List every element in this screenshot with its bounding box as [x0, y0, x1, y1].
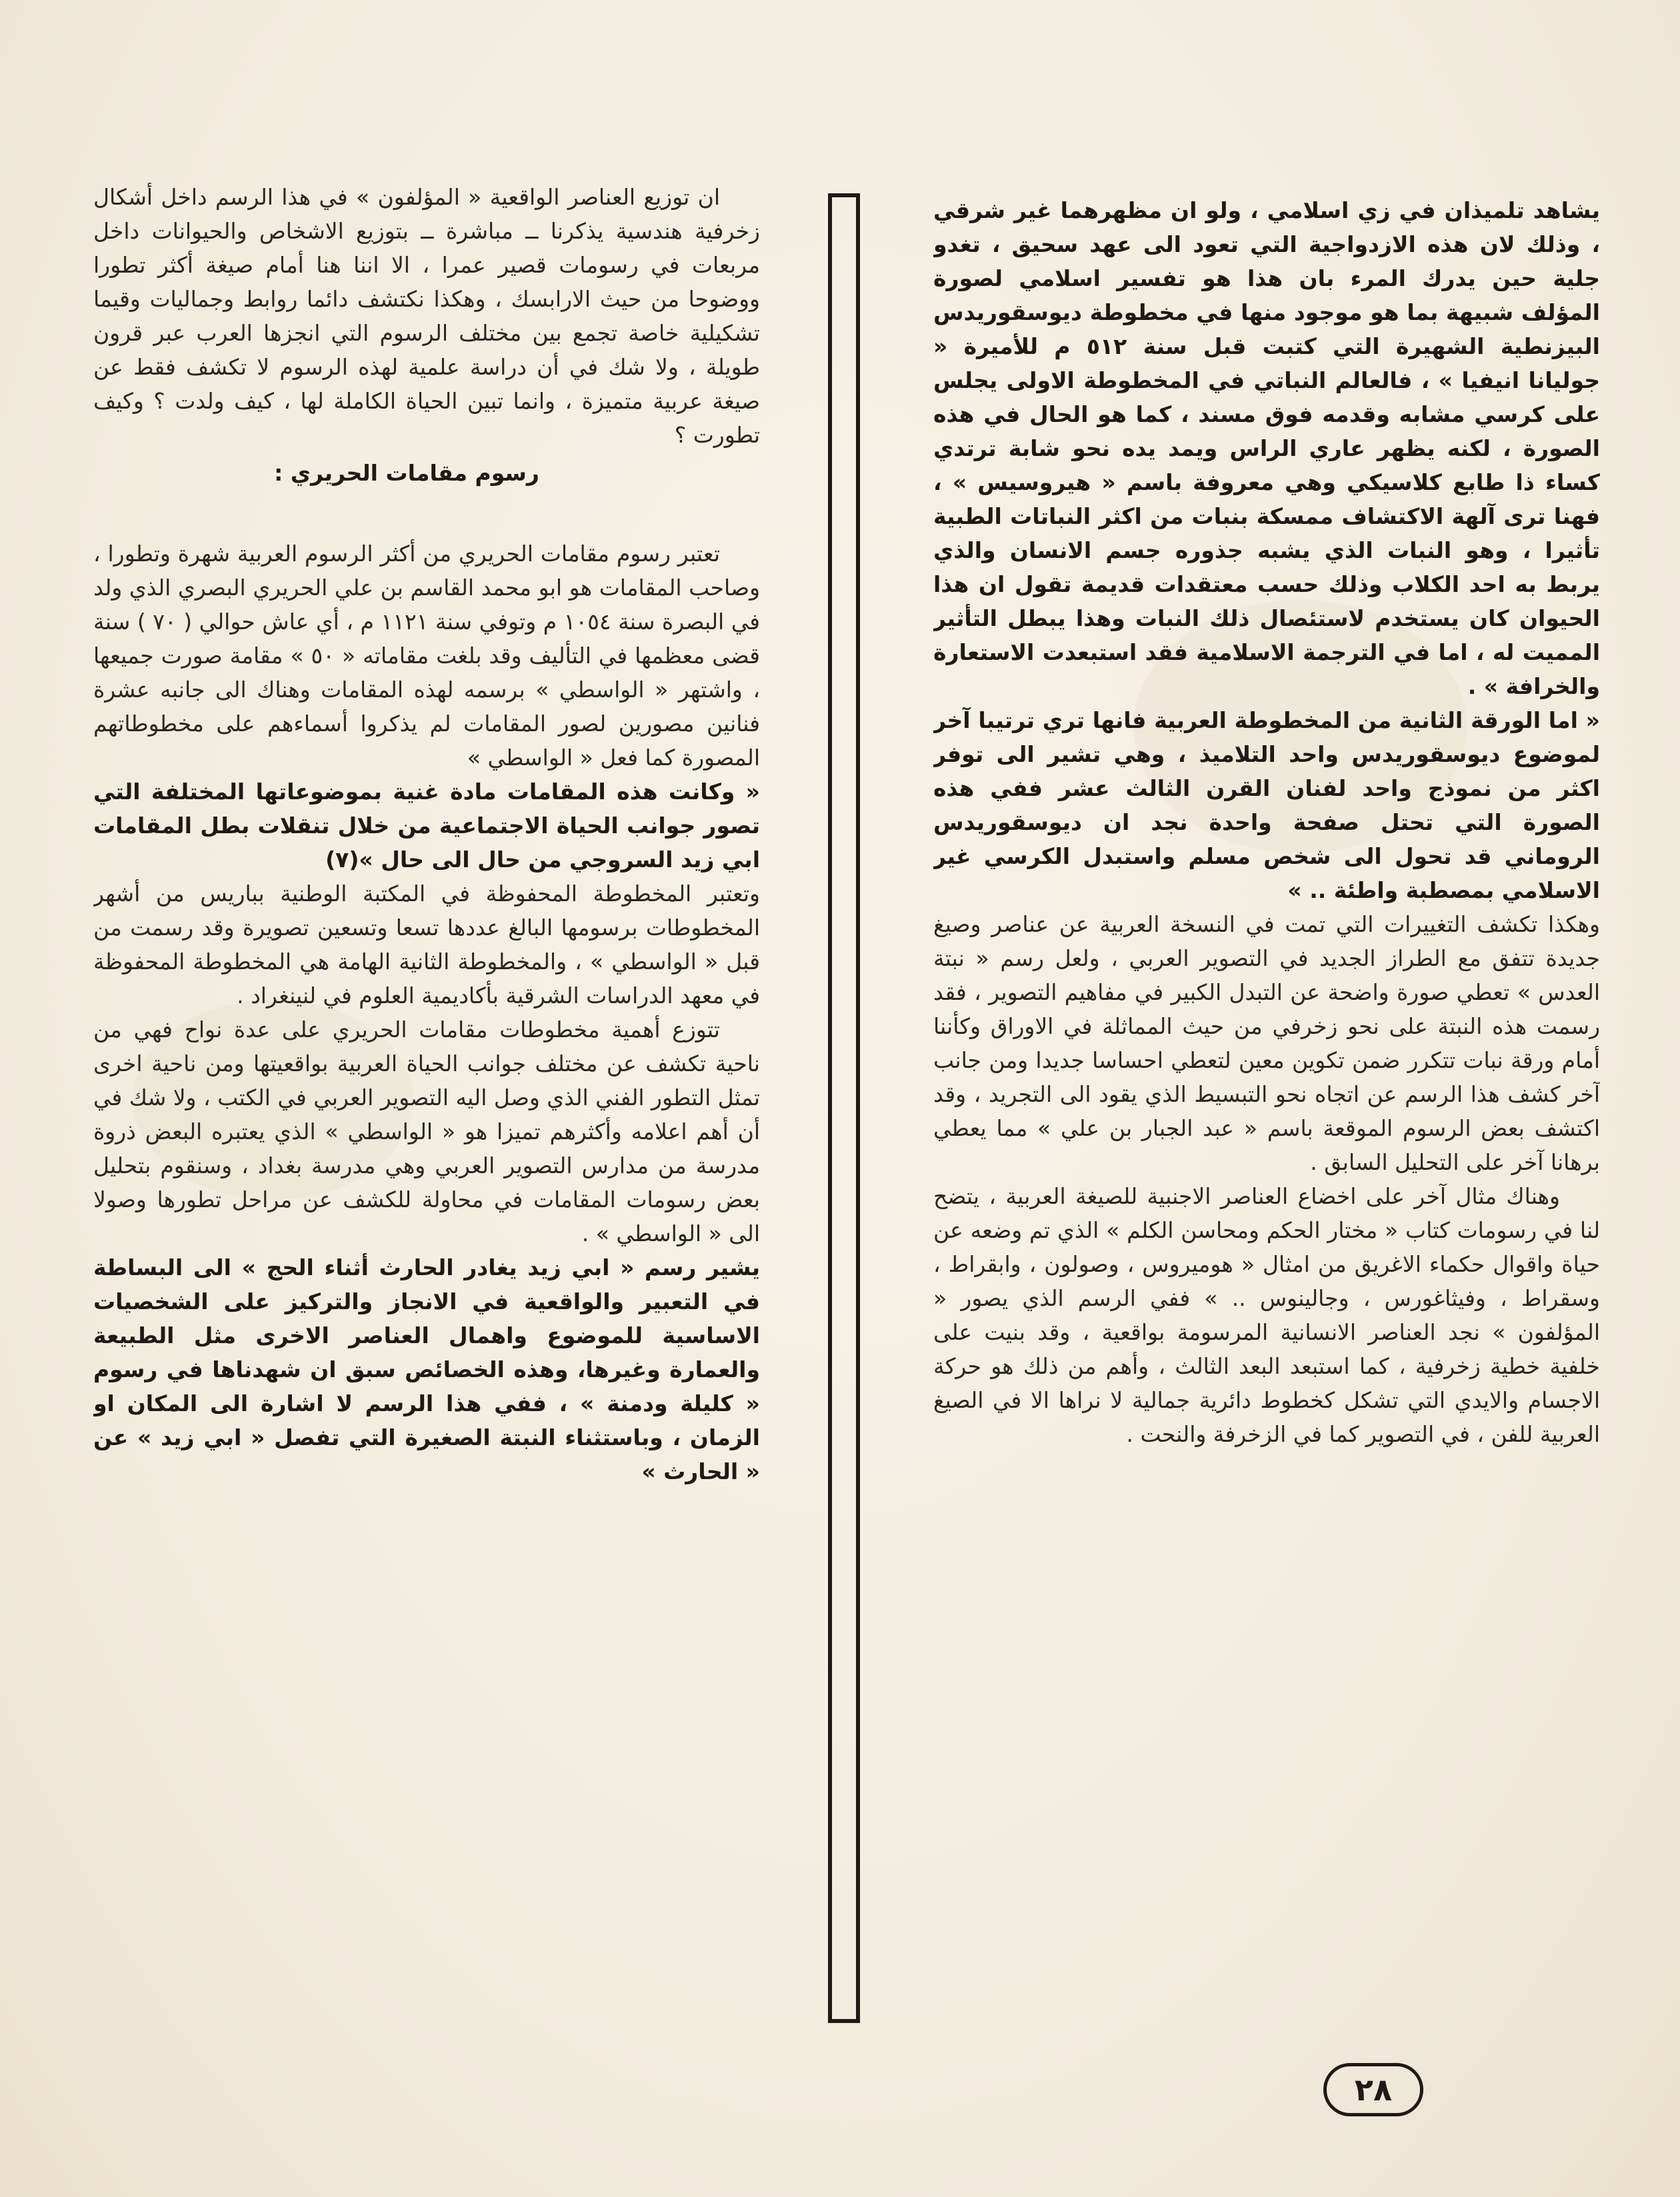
right-paragraph-3: وهكذا تكشف التغييرات التي تمت في النسخة العربية عن عناصر وصيغ جديدة تتفق مع الطراز الجديد في التصوير العربي ، ولعل رسم « نبتة العدس » تعطي صورة واضحة عن التبدل الكبير في مفاهيم التصوير ، فقد رسمت هذه النبتة على نحو زخرفي من حيث المماثلة في الاوراق وكأننا أمام ورقة نبات تتكرر ضمن تكوين معين لتعطي احساسا جديدا ومن جانب آخر كشف هذا الرسم عن اتجاه نحو التبسيط الذي يقود الى التجريد ، وقد اكتشف بعض الرسوم الموقعة باسم « عبد الجبار بن علي » مما يعطي برهانا آخر على التحليل السابق .: [933, 911, 1600, 1175]
right-paragraph-4: وهناك مثال آخر على اخضاع العناصر الاجنبية للصيغة العربية ، يتضح لنا في رسومات كتاب « مختار الحكم ومحاسن الكلم » الذي تم وضعه عن حياة واقوال حكماء الاغريق من امثال « هوميروس ، وصولون ، وابقراط ، وسقراط ، وفيثاغورس ، وجالينوس .. » ففي الرسم الذي يصور « المؤلفون » نجد العناصر الانسانية المرسومة بواقعية ، وقد بنيت على خلفية خطية زخرفية ، كما استبعد البعد الثالث ، وأهم من ذلك هو حركة الاجسام والايدي التي تشكل كخطوط دائرية جمالية لا نراها الا في الصيغ العربية للفن ، في التصوير كما في الزخرفة والنحت .: [933, 1183, 1600, 1447]
left-paragraph-5: يشير رسم « ابي زيد يغادر الحارث أثناء الحج » الى البساطة في التعبير والواقعية في الانجاز والتركيز على الشخصيات الاساسية للموضوع واهمال العناصر الاخرى مثل الطبيعة والعمارة وغيرها، وهذه الخصائص سبق ان شهدناها في رسوم « كليلة ودمنة » ، ففي هذا الرسم لا اشارة الى المكان او الزمان ، وباستثناء النبتة الصغيرة التي تفصل « ابي زيد » عن « الحارث »: [93, 1254, 760, 1484]
left-paragraph-2: « وكانت هذه المقامات مادة غنية بموضوعاتها المختلفة التي تصور جوانب الحياة الاجتماعية من خلال تنقلات بطل المقامات ابي زيد السروجي من حال الى حال »(٧): [93, 779, 760, 873]
left-text-column: [93, 180, 760, 2020]
left-paragraph-4: تتوزع أهمية مخطوطات مقامات الحريري على عدة نواح فهي من ناحية تكشف عن مختلف جوانب الحياة العربية بواقعيتها ومن ناحية اخرى تمثل التطور الفني الذي وصل اليه التصوير العربي في الكتب ، ولا شك في أن أهم اعلامه وأكثرهم تميزا هو « الواسطي » الذي يعتبره البعض ذروة مدرسة من مدارس التصوير العربي وهي مدرسة بغداد ، وسنقوم بتحليل بعض رسومات المقامات في محاولة للكشف عن مراحل تطورها وصولا الى « الواسطي » .: [93, 1017, 760, 1246]
left-intro-paragraph: ان توزيع العناصر الواقعية « المؤلفون » في هذا الرسم داخل أشكال زخرفية هندسية يذكرنا ــ مباشرة ــ بتوزيع الاشخاص والحيوانات داخل مربعات في رسومات قصير عمرا ، الا اننا هنا أمام صيغة أكثر تطورا ووضوحا من حيث الارابسك ، وهكذا نكتشف دائما روابط وجماليات وقيما تشكيلية خاصة تجمع بين مختلف الرسوم التي انجزها العرب عبر قرون طويلة ، ولا شك في أن دراسة علمية لهذه الرسوم لا تكشف فقط عن صيغة عربية متميزة ، وانما تبين الحياة الكاملة لها ، كيف ولدت ؟ وكيف تطورت ؟: [93, 184, 760, 448]
left-paragraph-1: تعتبر رسوم مقامات الحريري من أكثر الرسوم العربية شهرة وتطورا ، وصاحب المقامات هو ابو محمد القاسم بن علي الحريري البصري الذي ولد في البصرة سنة ١٠٥٤ م وتوفي سنة ١١٢١ م ، أي عاش حوالي ( ٧٠ ) سنة قضى معظمها في التأليف وقد بلغت مقاماته « ٥٠ » مقامة صورت جميعها ، واشتهر « الواسطي » برسمه لهذه المقامات وهناك الى جانبه عشرة فنانين مصورين لصور المقامات لم يذكروا أسماءهم على مخطوطاتهم المصورة كما فعل « الواسطي »: [93, 541, 760, 771]
page-number: ٢٨: [1323, 2063, 1423, 2116]
right-paragraph-1: يشاهد تلميذان في زي اسلامي ، ولو ان مظهرهما غير شرقي ، وذلك لان هذه الازدواجية التي تعود الى عهد سحيق ، تغدو جلية حين يدرك المرء بان هذا هو تفسير اسلامي لصورة المؤلف شبيهة بما هو موجود منها في مخطوطة ديوسقوريدس البيزنطية الشهيرة التي كتبت قبل سنة ٥١٢ م للأميرة « جوليانا انيفيا » ، فالعالم النباتي في المخطوطة الاولى يجلس على كرسي مشابه وقدمه فوق مسند ، كما هو الحال في هذه الصورة ، لكنه يظهر عاري الراس ويمد يده نحو شابة ترتدي كساء ذا طابع كلاسيكي وهي معروفة باسم « هيروسيس » ، فهنا ترى آلهة الاكتشاف ممسكة بنبات من اكثر النباتات الطبية تأثيرا ، وهو النبات الذي يشبه جذوره جسم الانسان والذي يربط به احد الكلاب وذلك حسب معتقدات قديمة تقول ان هذا الحيوان كان يستخدم لاستئصال ذلك النبات وهذا يبطل التأثير المميت له ، اما في الترجمة الاسلامية فقد استبعدت الاستعارة والخرافة » .: [933, 197, 1600, 699]
section-heading: رسوم مقامات الحريري :: [274, 460, 539, 486]
column-divider-box: [828, 193, 860, 2023]
left-paragraph-3: وتعتبر المخطوطة المحفوظة في المكتبة الوطنية بباريس من أشهر المخطوطات برسومها البالغ عددها تسعا وتسعين تصويرة وقد رسمت من قبل « الواسطي » ، والمخطوطة الثانية الهامة هي المخطوطة المحفوظة في معهد الدراسات الشرقية بأكاديمية العلوم في لنينغراد .: [93, 881, 760, 1009]
right-text-column: [933, 193, 1600, 1986]
right-paragraph-2: « اما الورقة الثانية من المخطوطة العربية فانها تري ترتيبا آخر لموضوع ديوسقوريدس واحد التلاميذ ، وهي تشير الى توفر اكثر من نموذج واحد لفنان القرن الثالث عشر ففي هذه الصورة التي تحتل صفحة واحدة نجد ان ديوسقوريدس الروماني قد تحول الى شخص مسلم واستبدل الكرسي غير الاسلامي بمصطبة واطئة .. »: [933, 707, 1600, 903]
